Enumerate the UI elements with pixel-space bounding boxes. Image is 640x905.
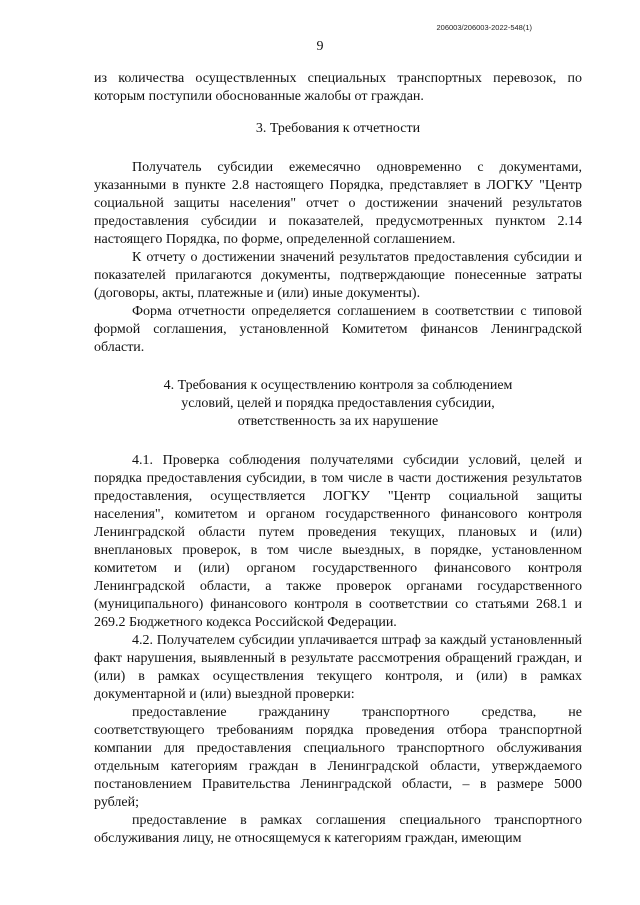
paragraph-4-1: 4.1. Проверка соблюдения получателями субсидии условий, целей и порядка предоставления субсидии, в том числе в части достижения результатов предоставления, осуществляется ЛОГКУ "Центр социальной защиты населения", комитетом и органом государственного финансового контроля Ленинградской области путем проведения текущих, плановых и (или) внеплановых проверок, в том числе выездных, в порядке, установленном комитетом и (или) органом государственного финансового контроля Ленинградской области, а также проверок органами государственного (муниципального) финансового контроля в соответствии со статьями 268.1 и 269.2 Бюджетного кодекса Российской Федерации. [94,453,582,630]
paragraph-4-2: 4.2. Получателем субсидии уплачивается штраф за каждый установленный факт нарушения, выявленный в результате рассмотрения обращений граждан, и (или) в рамках осуществления текущего контроля, и (или) в рамках документарной и (или) выездной проверки: [94,633,582,702]
document-id: 206003/206003-2022-548(1) [436,23,532,32]
page-number: 9 [316,39,324,54]
paragraph-fine-eligibility: предоставление в рамках соглашения специального транспортного обслуживания лицу, не относящемуся к категориям граждан, имеющим [94,813,582,846]
section-4-heading-line-3: ответственность за их нарушение [237,414,439,429]
paragraph-continuation: из количества осуществленных специальных транспортных перевозок, по которым поступили обоснованные жалобы от граждан. [94,71,582,104]
section-3-heading: 3. Требования к отчетности [255,121,421,136]
paragraph-report-form: Форма отчетности определяется соглашением в соответствии с типовой формой соглашения, установленной Комитетом финансов Ленинградской области. [94,304,582,355]
section-4-heading [94,377,582,431]
paragraph-fine-vehicle: предоставление гражданину транспортного средства, не соответствующего требованиям порядка проведения отбора транспортной компании для предоставления специального транспортного обслуживания отдельным категориям граждан в Ленинградской области, утверждаемого постановлением Правительства Ленинградской области, – в размере 5000 рублей; [94,705,582,810]
section-4-heading-line-2: условий, целей и порядка предоставления субсидии, [181,396,495,411]
section-4-heading-line-1: 4. Требования к осуществлению контроля за соблюдением [163,378,513,393]
document-body [94,70,582,848]
paragraph-report-attachments: К отчету о достижении значений результатов предоставления субсидии и показателей прилагаются документы, подтверждающие понесенные затраты (договоры, акты, платежные и (или) иные документы). [94,250,582,301]
paragraph-report-requirement: Получатель субсидии ежемесячно одновременно с документами, указанными в пункте 2.8 настоящего Порядка, представляет в ЛОГКУ "Центр социальной защиты населения" отчет о достижении значений результатов предоставления субсидии и показателей, предусмотренных пунктом 2.14 настоящего Порядка, по форме, определенной соглашением. [94,160,582,247]
